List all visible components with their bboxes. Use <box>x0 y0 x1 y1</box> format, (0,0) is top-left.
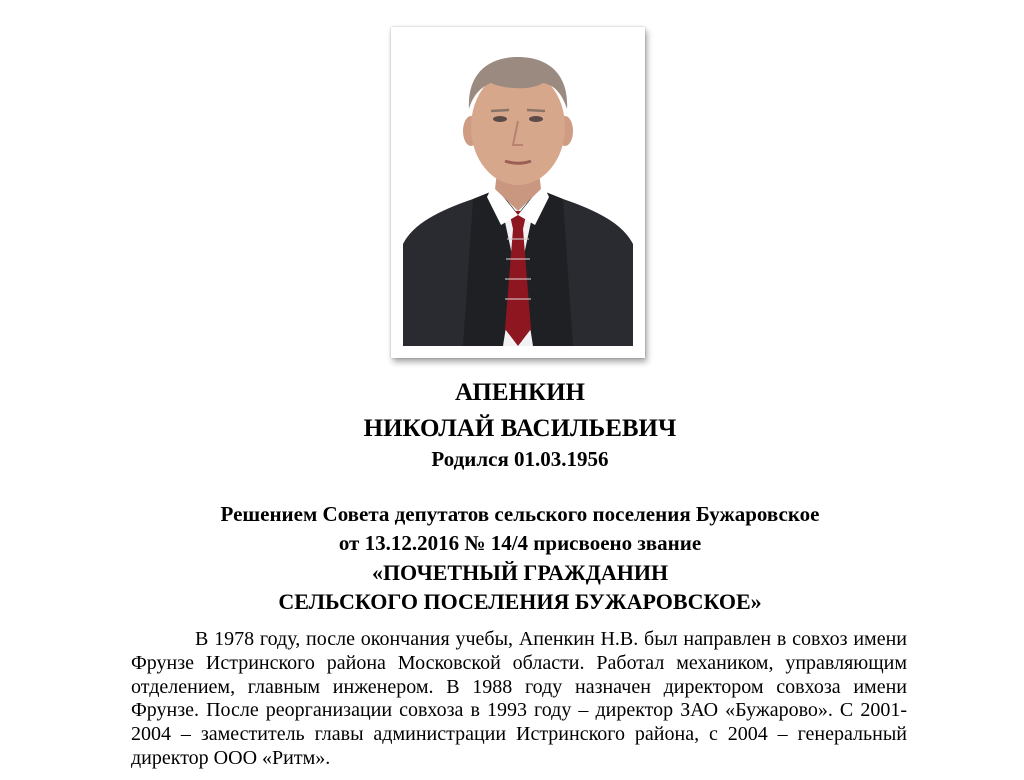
decree-block <box>0 500 1024 616</box>
honorary-title-line-2: СЕЛЬСКОГО ПОСЕЛЕНИЯ БУЖАРОВСКОЕ» <box>278 589 762 614</box>
portrait-photo <box>403 39 633 346</box>
biography-paragraph: В 1978 году, после окончания учебы, Апенкин Н.В. был направлен в совхоз имени Фрунзе Истринского района Московской области. Работал механиком, управляющим отделением, главным инженером. В 1988 году назначен директором совхоза имени Фрунзе. После реорганизации совхоза в 1993 году – директор ЗАО «Бужарово». С 2001-2004 – заместитель главы администрации Истринского района, с 2004 – генеральный директор ООО «Ритм». <box>131 628 907 769</box>
person-name: НИКОЛАЙ ВАСИЛЬЕВИЧ <box>363 415 677 442</box>
decree-line-2: от 13.12.2016 № 14/4 присвоено звание <box>338 531 702 555</box>
person-birth-date: Родился 01.03.1956 <box>431 447 609 471</box>
person-surname: АПЕНКИН <box>454 379 586 406</box>
honorary-title-line-1: «ПОЧЕТНЫЙ ГРАЖДАНИН <box>371 560 669 585</box>
decree-line-1: Решением Совета депутатов сельского поселения Бужаровское <box>220 502 820 526</box>
portrait-photo-frame <box>391 27 645 358</box>
